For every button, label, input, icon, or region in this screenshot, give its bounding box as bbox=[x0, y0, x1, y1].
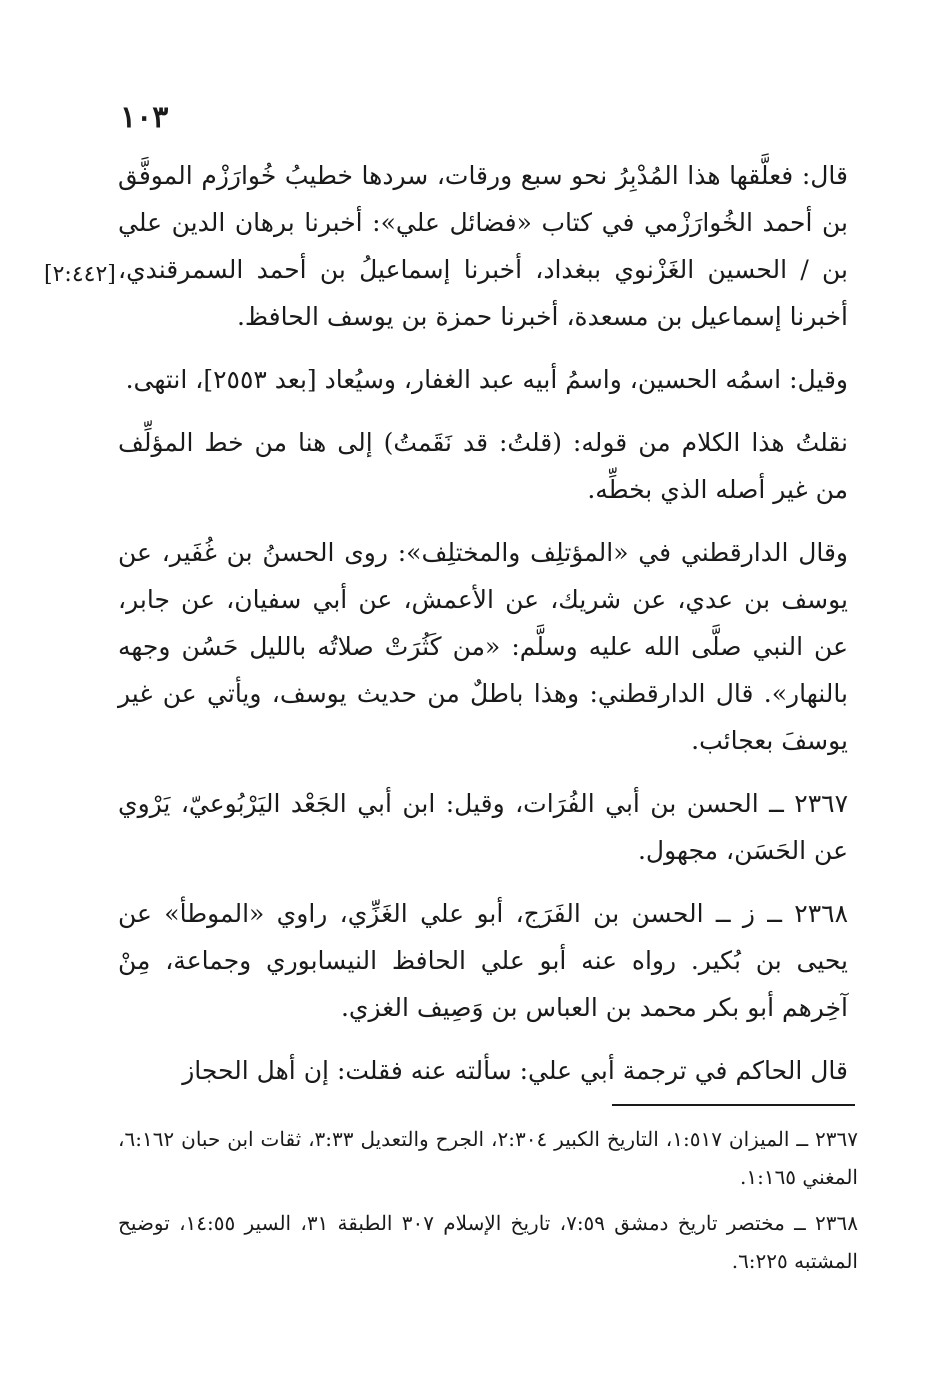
main-text bbox=[118, 152, 848, 1110]
entry-2367: ٢٣٦٧ ــ الحسن بن أبي الفُرَات، وقيل: ابن أبي الجَعْد اليَرْبُوعيّ، يَرْوي عن الحَسَن، مجهول. bbox=[118, 789, 848, 865]
paragraph-narration: قال: فعلَّقها هذا المُدْبِرُ نحو سبع ورقات، سردها خطيبُ خُوارَزْم الموفَّق بن أحمد الخُوارَزْمي في كتاب «فضائل علي»: أخبرنا برهان الدين علي بن / الحسين الغَزْنوي ببغداد، أخبرنا إسماعيلُ بن أحمد السمرقندي، أخبرنا إسماعيل بن مسعدة، أخبرنا حمزة بن يوسف الحافظ. bbox=[118, 161, 848, 331]
footnote-2367: ٢٣٦٧ ــ الميزان ١:٥١٧، التاريخ الكبير ٢:٣٠٤، الجرح والتعديل ٣:٣٣، ثقات ابن حبان ٦:١٦٢، المغني ١:١٦٥. bbox=[118, 1127, 858, 1189]
paragraph-name-note: وقيل: اسمُه الحسين، واسمُ أبيه عبد الغفار، وسيُعاد [بعد ٢٥٥٣]، انتهى. bbox=[125, 365, 848, 394]
entry-2368: ٢٣٦٨ ــ ز ــ الحسن بن الفَرَج، أبو علي الغَزِّي، راوي «الموطأ» عن يحيى بن بُكير. رواه عنه أبو علي الحافظ النيسابوري وجماعة، مِنْ آخِرهم أبو بكر محمد بن العباس بن وَصِيف الغزي. bbox=[118, 899, 848, 1022]
footnote-divider bbox=[612, 1104, 855, 1106]
paragraph-daraqutni: وقال الدارقطني في «المؤتلِف والمختلِف»: روى الحسنُ بن غُفَير، عن يوسف بن عدي، عن شريك، عن الأعمش، عن أبي سفيان، عن جابر، عن النبي صلَّى الله عليه وسلَّم: «من كَثُرَتْ صلاتُه بالليل حَسُن وجهه بالنهار». قال الدارقطني: وهذا باطلٌ من حديث يوسف، ويأتي عن غير يوسفَ بعجائب. bbox=[118, 538, 848, 755]
paragraph-copy-note: نقلتُ هذا الكلام من قوله: (قلتُ: قد نَقَمتُ) إلى هنا من خط المؤلِّف من غير أصله الذي بخطِّه. bbox=[118, 428, 848, 504]
page-number: ١٠٣ bbox=[120, 100, 169, 135]
margin-reference: [٢:٤٤٢] bbox=[44, 262, 116, 287]
footnotes bbox=[118, 1120, 858, 1288]
footnote-2368: ٢٣٦٨ ــ مختصر تاريخ دمشق ٧:٥٩، تاريخ الإسلام ٣٠٧ الطبقة ٣١، السير ١٤:٥٥، توضيح المشتبه ٦:٢٢٥. bbox=[118, 1211, 859, 1273]
paragraph-hakim: قال الحاكم في ترجمة أبي علي: سألته عنه فقلت: إن أهل الحجاز bbox=[182, 1056, 848, 1085]
